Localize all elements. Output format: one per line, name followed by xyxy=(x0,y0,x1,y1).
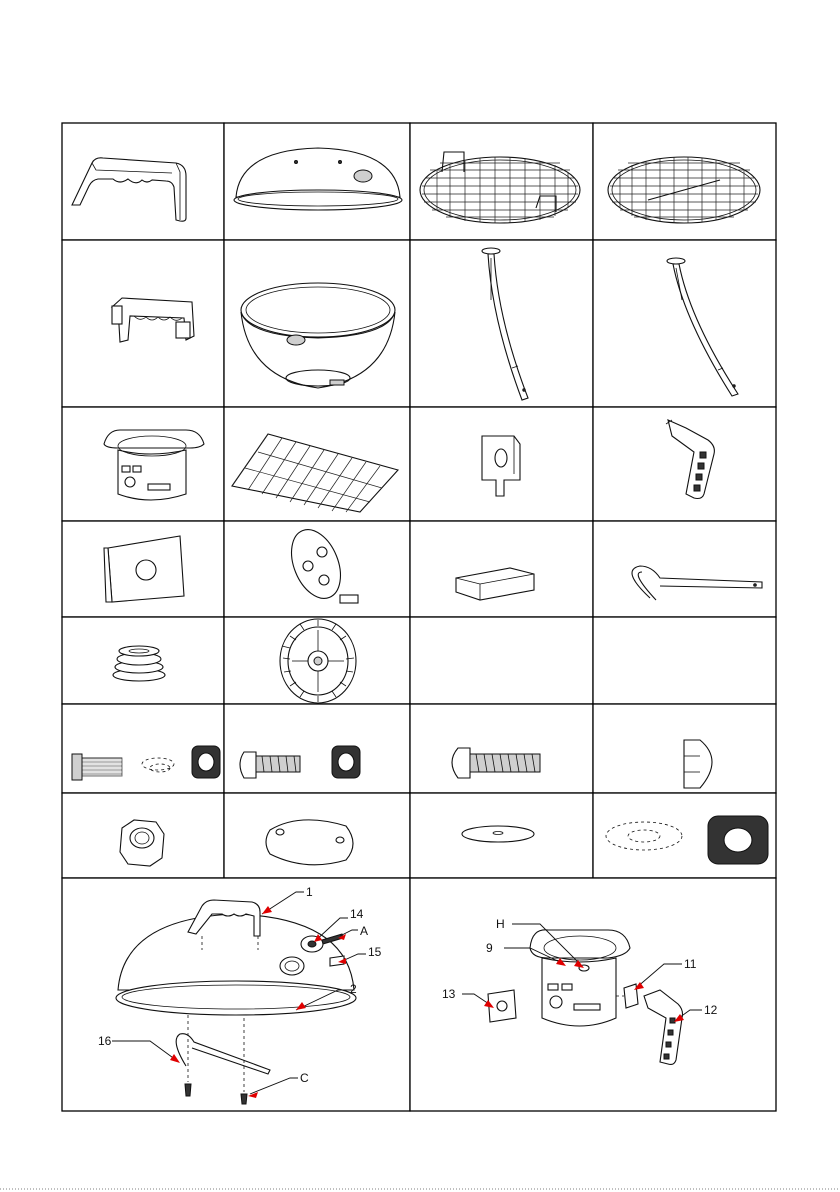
cell-long-bolt xyxy=(410,704,593,793)
wheel-icon xyxy=(280,619,356,703)
callout-16: 16 xyxy=(98,1034,112,1048)
callout-h: H xyxy=(496,917,505,931)
cell-lid-hook xyxy=(593,521,776,617)
cell-charcoal-grate xyxy=(224,407,410,521)
callout-1: 1 xyxy=(306,885,313,899)
cell-screw-set-b xyxy=(224,704,410,793)
callout-2: 2 xyxy=(350,982,357,996)
plate-icon xyxy=(266,820,353,865)
washer-icon xyxy=(462,826,534,842)
callout-13: 13 xyxy=(442,987,456,1001)
cell-side-handle xyxy=(593,407,776,521)
callout-c: C xyxy=(300,1071,309,1085)
spring-icon xyxy=(113,646,165,681)
callout-15: 15 xyxy=(368,945,382,959)
lock-nut-icon xyxy=(120,820,164,866)
callout-a: A xyxy=(360,924,369,938)
callout-12: 12 xyxy=(704,1003,718,1017)
cell-block xyxy=(410,521,593,617)
callout-11: 11 xyxy=(684,957,697,971)
cell-empty-2 xyxy=(593,617,776,704)
cell-bowl-handle xyxy=(62,240,224,407)
cell-leg-b xyxy=(593,240,776,407)
callout-14: 14 xyxy=(350,907,364,921)
cell-empty-1 xyxy=(410,617,593,704)
callout-9: 9 xyxy=(486,941,493,955)
